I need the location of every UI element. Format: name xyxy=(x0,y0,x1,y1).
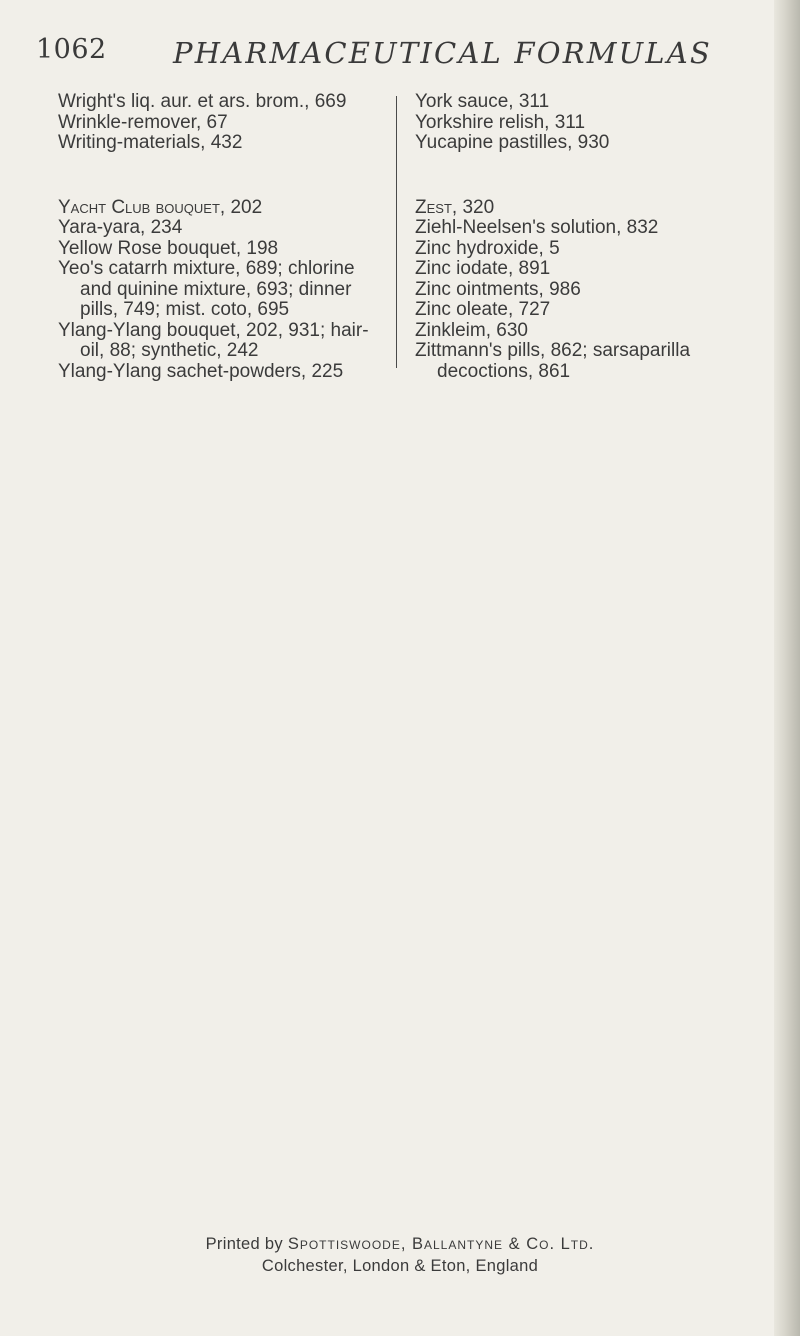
index-entry: Wright's liq. aur. et ars. brom., 669 xyxy=(58,91,347,112)
index-entry: Ylang-Ylang bouquet, 202, 931; hair-oil, 88; synthetic, 242 xyxy=(58,319,369,361)
index-entry: Yucapine pastilles, 930 xyxy=(415,132,610,153)
index-entry-section-start xyxy=(58,198,384,219)
section-head-term: Yacht Club bouquet xyxy=(58,196,220,218)
index-entry: York sauce, 311 xyxy=(415,91,550,112)
index-entry: Zinc hydroxide, 5 xyxy=(415,237,560,259)
index-entry: Zinc iodate, 891 xyxy=(415,258,551,279)
column-divider xyxy=(396,96,397,368)
index-entry: Ylang-Ylang sachet-powders, 225 xyxy=(58,360,344,382)
index-entry: Wrinkle-remover, 67 xyxy=(58,111,228,133)
index-entry: Zinc ointments, 986 xyxy=(415,278,581,300)
printer-locations: Colchester, London & Eton, England xyxy=(261,1257,539,1275)
index-entry: Yeo's catarrh mixture, 689; chlorine and quinine mixture, 693; dinner pills, 749; mist. coto, 695 xyxy=(58,258,355,320)
imprint-printer-names: Spottiswoode, Ballantyne & Co. Ltd. xyxy=(287,1235,595,1253)
index-entry: Yara-yara, 234 xyxy=(58,217,183,238)
section-head-term: Zest xyxy=(415,196,452,218)
index-entry: Ziehl-Neelsen's solution, 832 xyxy=(415,217,659,238)
index-entry: Yellow Rose bouquet, 198 xyxy=(58,237,279,259)
page-header xyxy=(30,28,710,78)
index-entry: Zinkleim, 630 xyxy=(415,319,528,341)
left-column xyxy=(58,92,384,382)
section-gap xyxy=(58,154,384,198)
running-title: PHARMACEUTICAL FORMULAS xyxy=(173,36,712,70)
index-entry: Writing-materials, 432 xyxy=(58,132,243,153)
right-column xyxy=(415,92,775,382)
printer-imprint xyxy=(0,1235,800,1254)
index-entry: Yorkshire relish, 311 xyxy=(415,111,586,133)
section-head-page: , 202 xyxy=(219,196,263,218)
imprint-prefix: Printed by xyxy=(205,1235,283,1253)
page-edge xyxy=(774,0,800,1336)
index-entry: Zinc oleate, 727 xyxy=(415,299,551,320)
page-number: 1062 xyxy=(36,34,107,65)
section-gap xyxy=(415,154,775,198)
section-head-page: , 320 xyxy=(451,196,495,218)
index-entry: Zittmann's pills, 862; sarsaparilla decoctions, 861 xyxy=(415,340,691,382)
index-entry-section-start xyxy=(415,198,775,219)
